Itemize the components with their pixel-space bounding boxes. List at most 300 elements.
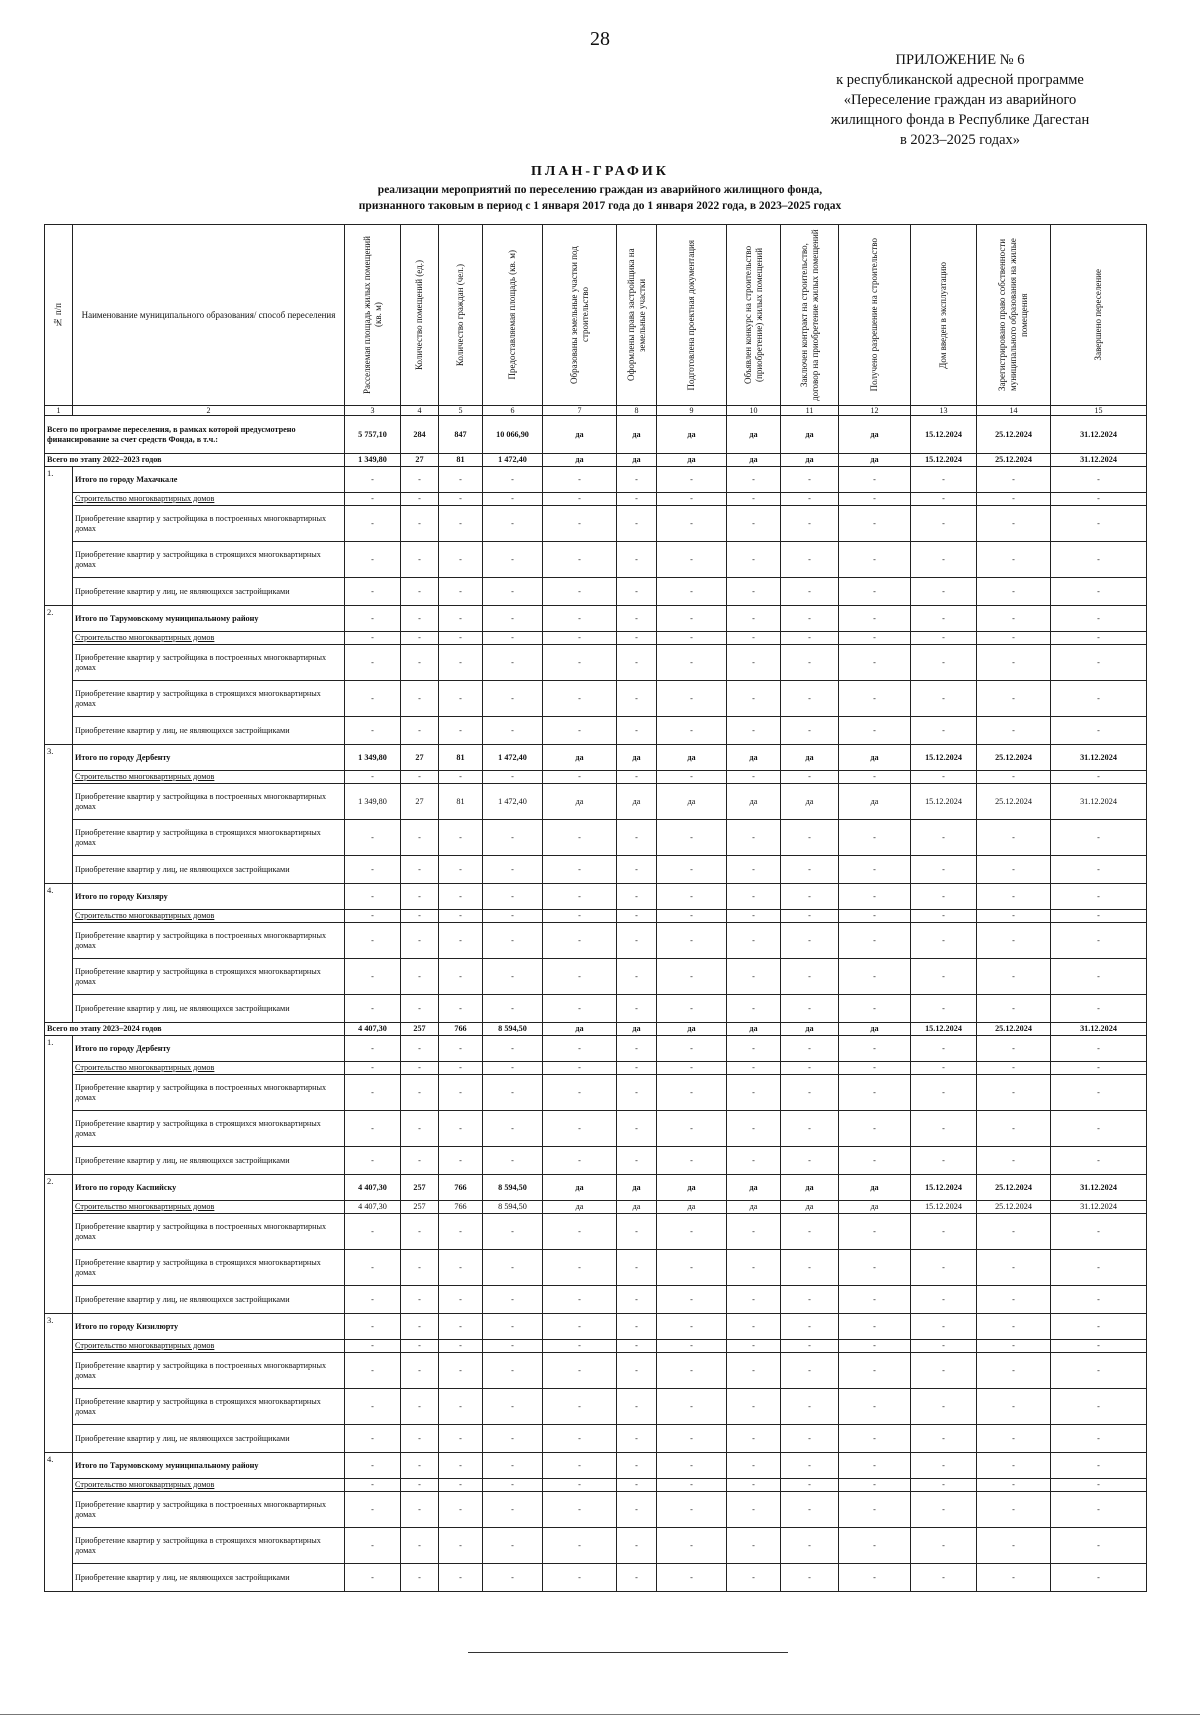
row-label: Всего по этапу 2023–2024 годов — [45, 1023, 345, 1036]
row-label: Приобретение квартир у застройщика в строящихся многоквартирных домах — [73, 820, 345, 856]
table-cell: 8 594,50 — [483, 1201, 543, 1214]
table-cell: - — [1051, 1314, 1147, 1340]
table-cell: - — [727, 1111, 781, 1147]
table-cell: - — [345, 959, 401, 995]
table-cell: - — [781, 1564, 839, 1592]
row-label: Приобретение квартир у застройщика в построенных многоквартирных домах — [73, 1214, 345, 1250]
table-cell: - — [911, 1062, 977, 1075]
table-cell: - — [617, 771, 657, 784]
table-cell: да — [617, 1175, 657, 1201]
table-row — [45, 1425, 1147, 1453]
header-cell: Заключен контракт на строительство, договор на приобретение жилых помещений — [781, 225, 839, 406]
table-cell: - — [839, 578, 911, 606]
table-cell: - — [345, 856, 401, 884]
table-cell: - — [839, 1250, 911, 1286]
table-cell: - — [727, 1062, 781, 1075]
table-cell: - — [911, 1314, 977, 1340]
table-cell: - — [543, 959, 617, 995]
table-cell: - — [1051, 467, 1147, 493]
table-cell: 25.12.2024 — [977, 1023, 1051, 1036]
table-cell: 27 — [401, 454, 439, 467]
table-cell: - — [911, 645, 977, 681]
table-cell: - — [617, 820, 657, 856]
table-cell: - — [345, 717, 401, 745]
table-cell: - — [345, 1389, 401, 1425]
table-cell: - — [401, 645, 439, 681]
table-cell: - — [617, 1353, 657, 1389]
table-cell: - — [617, 542, 657, 578]
table-cell: - — [345, 771, 401, 784]
table-cell: - — [781, 1314, 839, 1340]
table-cell: - — [727, 995, 781, 1023]
table-cell: - — [401, 1111, 439, 1147]
row-label: Строительство многоквартирных домов — [73, 1479, 345, 1492]
table-cell: - — [617, 1340, 657, 1353]
table-row — [45, 1036, 1147, 1062]
table-cell: - — [345, 645, 401, 681]
table-cell: - — [977, 910, 1051, 923]
table-cell: - — [617, 493, 657, 506]
table-row — [45, 578, 1147, 606]
table-cell: - — [401, 910, 439, 923]
table-cell: 25.12.2024 — [977, 745, 1051, 771]
table-cell: - — [657, 995, 727, 1023]
table-cell: - — [839, 717, 911, 745]
table-cell: - — [617, 1286, 657, 1314]
table-cell: - — [483, 1250, 543, 1286]
table-cell: - — [345, 820, 401, 856]
table-cell: 257 — [401, 1023, 439, 1036]
table-cell: - — [617, 1111, 657, 1147]
table-cell: - — [839, 1111, 911, 1147]
table-cell: - — [839, 910, 911, 923]
table-cell: - — [977, 1111, 1051, 1147]
table-cell: - — [781, 910, 839, 923]
table-cell: - — [617, 1389, 657, 1425]
table-cell: - — [543, 1425, 617, 1453]
table-cell: - — [439, 1492, 483, 1528]
table-cell: да — [543, 1175, 617, 1201]
table-cell: да — [839, 1023, 911, 1036]
table-cell: - — [911, 923, 977, 959]
table-cell: 4 407,30 — [345, 1175, 401, 1201]
table-cell: 257 — [401, 1175, 439, 1201]
table-cell: - — [1051, 1340, 1147, 1353]
table-cell: - — [543, 681, 617, 717]
table-cell: - — [977, 578, 1051, 606]
header-cell: Оформлены права застройщика на земельные участки — [617, 225, 657, 406]
table-cell: да — [727, 1023, 781, 1036]
table-cell: да — [543, 784, 617, 820]
column-number: 7 — [543, 406, 617, 416]
table-cell: - — [977, 542, 1051, 578]
row-label: Приобретение квартир у застройщика в строящихся многоквартирных домах — [73, 1250, 345, 1286]
table-cell: - — [439, 606, 483, 632]
table-cell: - — [657, 1564, 727, 1592]
table-cell: - — [977, 884, 1051, 910]
table-cell: - — [401, 542, 439, 578]
table-cell: - — [401, 506, 439, 542]
table-cell: - — [657, 884, 727, 910]
table-cell: - — [977, 1147, 1051, 1175]
header-cell: Наименование муниципального образования/ способ переселения — [73, 225, 345, 406]
table-cell: - — [543, 1314, 617, 1340]
table-cell: да — [657, 1175, 727, 1201]
table-cell: 27 — [401, 745, 439, 771]
row-label: Приобретение квартир у лиц, не являющихся застройщиками — [73, 1147, 345, 1175]
table-cell: 1 349,80 — [345, 454, 401, 467]
table-cell: - — [401, 1062, 439, 1075]
table-cell: - — [401, 1340, 439, 1353]
table-cell: - — [345, 1314, 401, 1340]
table-cell: - — [727, 1528, 781, 1564]
table-row — [45, 1111, 1147, 1147]
table-cell: - — [483, 1036, 543, 1062]
row-label: Итого по городу Махачкале — [73, 467, 345, 493]
table-cell: - — [345, 1479, 401, 1492]
table-cell: - — [439, 1453, 483, 1479]
table-cell: - — [911, 1111, 977, 1147]
table-cell: - — [911, 910, 977, 923]
table-cell: - — [839, 1453, 911, 1479]
table-cell: - — [977, 959, 1051, 995]
table-cell: - — [839, 959, 911, 995]
table-cell: - — [543, 1453, 617, 1479]
table-cell: - — [911, 771, 977, 784]
table-cell: да — [543, 1201, 617, 1214]
table-cell: - — [1051, 1286, 1147, 1314]
row-label: Приобретение квартир у лиц, не являющихся застройщиками — [73, 1564, 345, 1592]
table-cell: - — [839, 771, 911, 784]
table-cell: - — [657, 506, 727, 542]
header-cell: Объявлен конкурс на строительство (приобретение) жилых помещений — [727, 225, 781, 406]
table-cell: - — [977, 1353, 1051, 1389]
table-cell: - — [543, 1389, 617, 1425]
table-cell: - — [439, 1214, 483, 1250]
table-cell: - — [839, 1286, 911, 1314]
table-cell: - — [911, 959, 977, 995]
table-cell: - — [727, 1286, 781, 1314]
table-cell: - — [483, 542, 543, 578]
table-cell: да — [543, 416, 617, 454]
table-cell: - — [483, 1479, 543, 1492]
table-row — [45, 784, 1147, 820]
table-cell: 15.12.2024 — [911, 1175, 977, 1201]
table-cell: - — [657, 1062, 727, 1075]
table-cell: - — [977, 1286, 1051, 1314]
table-cell: - — [617, 681, 657, 717]
table-cell: - — [439, 884, 483, 910]
table-cell: - — [839, 1036, 911, 1062]
table-cell: - — [911, 1389, 977, 1425]
table-cell: - — [439, 1479, 483, 1492]
table-cell: - — [483, 1492, 543, 1528]
table-cell: да — [657, 1023, 727, 1036]
table-cell: да — [781, 784, 839, 820]
row-label: Приобретение квартир у застройщика в строящихся многоквартирных домах — [73, 959, 345, 995]
table-cell: - — [727, 1479, 781, 1492]
table-cell: - — [439, 467, 483, 493]
table-cell: - — [401, 1036, 439, 1062]
table-cell: - — [483, 1528, 543, 1564]
table-cell: - — [401, 1528, 439, 1564]
table-cell: - — [617, 467, 657, 493]
table-cell: - — [617, 1479, 657, 1492]
table-cell: - — [1051, 1353, 1147, 1389]
table-cell: - — [1051, 820, 1147, 856]
table-cell: - — [1051, 1492, 1147, 1528]
table-cell: 1 472,40 — [483, 784, 543, 820]
table-cell: - — [657, 606, 727, 632]
table-cell: - — [483, 884, 543, 910]
table-cell: - — [657, 820, 727, 856]
row-label: Приобретение квартир у застройщика в строящихся многоквартирных домах — [73, 681, 345, 717]
table-row — [45, 1075, 1147, 1111]
table-cell: - — [543, 717, 617, 745]
table-cell: - — [543, 1286, 617, 1314]
table-cell: - — [439, 910, 483, 923]
table-cell: да — [617, 454, 657, 467]
table-cell: - — [345, 606, 401, 632]
table-cell: - — [483, 1425, 543, 1453]
table-cell: - — [345, 467, 401, 493]
table-cell: - — [781, 884, 839, 910]
table-cell: - — [727, 681, 781, 717]
table-cell: 81 — [439, 784, 483, 820]
table-cell: - — [1051, 1425, 1147, 1453]
row-label: Приобретение квартир у застройщика в строящихся многоквартирных домах — [73, 1528, 345, 1564]
table-row — [45, 1214, 1147, 1250]
table-cell: 5 757,10 — [345, 416, 401, 454]
table-cell: - — [401, 1389, 439, 1425]
row-label: Строительство многоквартирных домов — [73, 771, 345, 784]
table-cell: - — [1051, 578, 1147, 606]
table-cell: - — [401, 717, 439, 745]
table-row — [45, 884, 1147, 910]
row-label: Приобретение квартир у застройщика в построенных многоквартирных домах — [73, 1492, 345, 1528]
table-cell: - — [977, 1425, 1051, 1453]
column-number-row — [45, 406, 1147, 416]
table-cell: - — [977, 1564, 1051, 1592]
row-label: Приобретение квартир у лиц, не являющихся застройщиками — [73, 578, 345, 606]
table-cell: - — [911, 1036, 977, 1062]
table-row — [45, 1147, 1147, 1175]
row-label: Строительство многоквартирных домов — [73, 632, 345, 645]
table-cell: - — [657, 717, 727, 745]
header-cell: Получено разрешение на строительство — [839, 225, 911, 406]
table-cell: - — [727, 1564, 781, 1592]
table-cell: - — [727, 1353, 781, 1389]
row-label: Итого по городу Дербенту — [73, 1036, 345, 1062]
table-cell: - — [977, 1314, 1051, 1340]
table-cell: - — [439, 1062, 483, 1075]
table-cell: - — [439, 1036, 483, 1062]
table-cell: - — [727, 1075, 781, 1111]
row-label: Строительство многоквартирных домов — [73, 1062, 345, 1075]
table-row — [45, 1201, 1147, 1214]
table-cell: - — [483, 959, 543, 995]
table-cell: - — [657, 1340, 727, 1353]
table-cell: - — [439, 771, 483, 784]
table-row — [45, 542, 1147, 578]
table-cell: - — [911, 1353, 977, 1389]
table-cell: - — [781, 1425, 839, 1453]
table-cell: - — [483, 1314, 543, 1340]
table-cell: - — [345, 1492, 401, 1528]
table-cell: - — [911, 632, 977, 645]
row-label: Приобретение квартир у застройщика в построенных многоквартирных домах — [73, 1353, 345, 1389]
table-cell: - — [977, 1453, 1051, 1479]
table-cell: - — [543, 542, 617, 578]
table-cell: - — [543, 1075, 617, 1111]
row-label: Приобретение квартир у лиц, не являющихся застройщиками — [73, 1425, 345, 1453]
table-cell: - — [657, 1111, 727, 1147]
table-cell: - — [483, 1286, 543, 1314]
table-cell: - — [657, 910, 727, 923]
table-cell: - — [617, 884, 657, 910]
row-label: Приобретение квартир у застройщика в построенных многоквартирных домах — [73, 923, 345, 959]
table-cell: - — [483, 1353, 543, 1389]
table-cell: - — [727, 1250, 781, 1286]
table-cell: - — [439, 959, 483, 995]
row-label: Всего по программе переселения, в рамках которой предусмотрено финансирование за счет средств Фонда, в т.ч.: — [45, 416, 345, 454]
table-cell: - — [839, 1062, 911, 1075]
table-cell: - — [617, 606, 657, 632]
table-cell: 8 594,50 — [483, 1023, 543, 1036]
table-cell: - — [781, 1250, 839, 1286]
group-number: 4. — [45, 884, 73, 1023]
table-cell: - — [345, 1062, 401, 1075]
table-cell: - — [1051, 632, 1147, 645]
table-cell: - — [781, 645, 839, 681]
table-cell: - — [1051, 910, 1147, 923]
table-cell: - — [439, 542, 483, 578]
table-cell: - — [911, 578, 977, 606]
table-row — [45, 1479, 1147, 1492]
table-cell: - — [483, 1453, 543, 1479]
table-cell: 31.12.2024 — [1051, 416, 1147, 454]
table-cell: - — [727, 923, 781, 959]
table-cell: - — [1051, 1389, 1147, 1425]
table-row — [45, 1250, 1147, 1286]
table-cell: 15.12.2024 — [911, 1023, 977, 1036]
table-cell: 15.12.2024 — [911, 416, 977, 454]
table-cell: - — [401, 923, 439, 959]
table-cell: - — [483, 1075, 543, 1111]
table-cell: да — [543, 745, 617, 771]
table-cell: - — [401, 1425, 439, 1453]
table-cell: - — [977, 1075, 1051, 1111]
table-cell: - — [401, 1147, 439, 1175]
table-cell: - — [911, 1453, 977, 1479]
header-cell: Предоставляемая площадь (кв. м) — [483, 225, 543, 406]
table-cell: - — [657, 1147, 727, 1175]
table-cell: - — [839, 1075, 911, 1111]
table-cell: - — [911, 1425, 977, 1453]
table-cell: да — [727, 1201, 781, 1214]
column-number: 1 — [45, 406, 73, 416]
table-cell: - — [977, 1250, 1051, 1286]
table-cell: - — [657, 1353, 727, 1389]
table-cell: - — [401, 632, 439, 645]
table-cell: - — [401, 606, 439, 632]
stage-total-row — [45, 454, 1147, 467]
table-cell: - — [781, 542, 839, 578]
table-cell: - — [439, 1340, 483, 1353]
table-cell: - — [543, 1062, 617, 1075]
row-label: Приобретение квартир у лиц, не являющихся застройщиками — [73, 717, 345, 745]
table-cell: - — [543, 884, 617, 910]
table-cell: - — [543, 1340, 617, 1353]
table-cell: - — [617, 1425, 657, 1453]
table-cell: - — [977, 717, 1051, 745]
column-number: 6 — [483, 406, 543, 416]
table-cell: - — [781, 1389, 839, 1425]
table-cell: - — [727, 820, 781, 856]
table-cell: - — [977, 995, 1051, 1023]
table-cell: 15.12.2024 — [911, 745, 977, 771]
table-cell: - — [543, 820, 617, 856]
table-cell: - — [727, 910, 781, 923]
table-cell: - — [1051, 1453, 1147, 1479]
table-cell: - — [345, 1528, 401, 1564]
table-cell: - — [543, 1528, 617, 1564]
table-cell: - — [1051, 1036, 1147, 1062]
table-cell: да — [543, 1023, 617, 1036]
table-row — [45, 1528, 1147, 1564]
table-cell: да — [839, 1175, 911, 1201]
header-cell: Подготовлена проектная документация — [657, 225, 727, 406]
table-cell: да — [839, 454, 911, 467]
table-cell: - — [1051, 542, 1147, 578]
row-label: Приобретение квартир у застройщика в строящихся многоквартирных домах — [73, 542, 345, 578]
table-cell: - — [401, 1286, 439, 1314]
table-cell: - — [781, 959, 839, 995]
table-cell: - — [439, 632, 483, 645]
table-cell: - — [401, 1564, 439, 1592]
table-cell: - — [1051, 493, 1147, 506]
table-cell: - — [439, 1286, 483, 1314]
table-cell: - — [345, 1453, 401, 1479]
table-cell: - — [617, 1062, 657, 1075]
table-cell: - — [401, 1479, 439, 1492]
table-cell: - — [1051, 1147, 1147, 1175]
table-cell: 25.12.2024 — [977, 454, 1051, 467]
table-cell: - — [1051, 923, 1147, 959]
table-cell: - — [543, 506, 617, 542]
table-cell: 4 407,30 — [345, 1201, 401, 1214]
table-cell: - — [839, 467, 911, 493]
header-cell: Расселяемая площадь жилых помещений (кв. м) — [345, 225, 401, 406]
table-cell: - — [839, 923, 911, 959]
table-cell: - — [1051, 506, 1147, 542]
row-label: Итого по городу Каспийску — [73, 1175, 345, 1201]
table-cell: - — [781, 1111, 839, 1147]
table-cell: - — [401, 1492, 439, 1528]
table-cell: - — [657, 1075, 727, 1111]
table-cell: да — [781, 416, 839, 454]
table-cell: - — [657, 542, 727, 578]
table-cell: - — [911, 467, 977, 493]
table-row — [45, 606, 1147, 632]
stage-total-row — [45, 1023, 1147, 1036]
table-cell: - — [1051, 1075, 1147, 1111]
table-cell: да — [617, 1201, 657, 1214]
table-cell: - — [543, 606, 617, 632]
row-label: Строительство многоквартирных домов — [73, 1201, 345, 1214]
table-cell: - — [1051, 856, 1147, 884]
table-cell: - — [345, 1214, 401, 1250]
